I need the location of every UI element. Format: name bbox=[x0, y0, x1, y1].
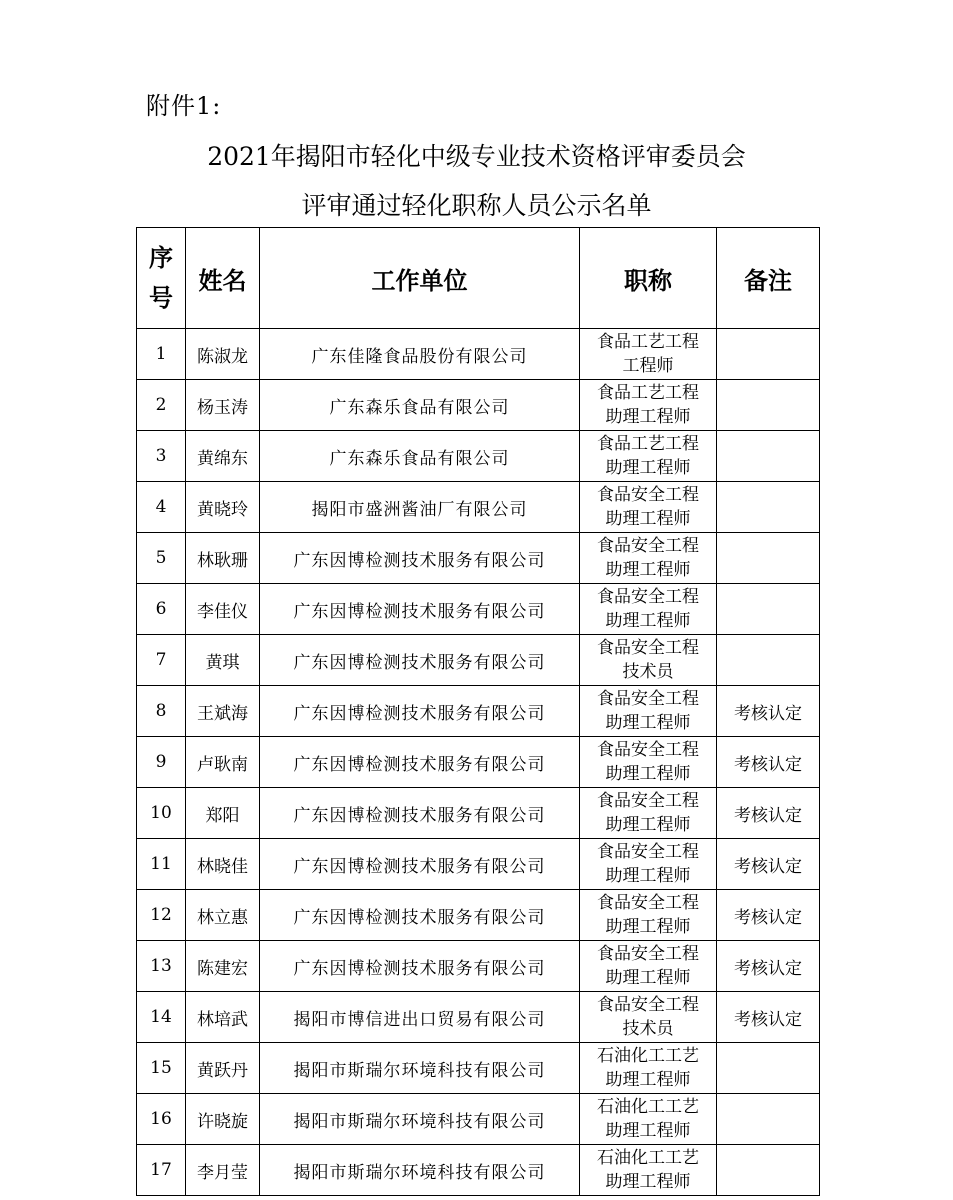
cell-number: 6 bbox=[137, 584, 186, 635]
cell-note: 考核认定 bbox=[717, 890, 820, 941]
table-row bbox=[137, 635, 820, 686]
cell-name: 王斌海 bbox=[186, 686, 260, 737]
table-row bbox=[137, 533, 820, 584]
cell-name: 陈建宏 bbox=[186, 941, 260, 992]
cell-note bbox=[717, 482, 820, 533]
cell-number: 10 bbox=[137, 788, 186, 839]
header-title: 职称 bbox=[580, 228, 717, 329]
cell-note bbox=[717, 380, 820, 431]
cell-unit: 广东森乐食品有限公司 bbox=[260, 431, 580, 482]
cell-number: 12 bbox=[137, 890, 186, 941]
cell-number: 3 bbox=[137, 431, 186, 482]
cell-unit: 揭阳市博信进出口贸易有限公司 bbox=[260, 992, 580, 1043]
cell-title-line1: 食品工艺工程 bbox=[597, 383, 699, 403]
cell-title-line2: 助理工程师 bbox=[605, 764, 691, 784]
cell-title bbox=[580, 533, 717, 584]
table-row bbox=[137, 992, 820, 1043]
cell-title bbox=[580, 839, 717, 890]
cell-number: 17 bbox=[137, 1145, 186, 1196]
cell-title-line2: 助理工程师 bbox=[605, 1070, 691, 1090]
cell-note bbox=[717, 584, 820, 635]
cell-name: 林耿珊 bbox=[186, 533, 260, 584]
cell-unit: 广东因博检测技术服务有限公司 bbox=[260, 788, 580, 839]
cell-title-line2: 助理工程师 bbox=[605, 407, 691, 427]
cell-name: 陈淑龙 bbox=[186, 329, 260, 380]
table-row bbox=[137, 686, 820, 737]
header-number-line1: 序 bbox=[149, 244, 173, 272]
cell-title bbox=[580, 380, 717, 431]
cell-title-line1: 食品安全工程 bbox=[597, 587, 699, 607]
cell-title bbox=[580, 686, 717, 737]
cell-unit: 广东森乐食品有限公司 bbox=[260, 380, 580, 431]
table-row bbox=[137, 482, 820, 533]
cell-name: 黄绵东 bbox=[186, 431, 260, 482]
cell-note bbox=[717, 533, 820, 584]
cell-title bbox=[580, 1043, 717, 1094]
cell-unit: 广东因博检测技术服务有限公司 bbox=[260, 737, 580, 788]
cell-number: 2 bbox=[137, 380, 186, 431]
cell-name: 郑阳 bbox=[186, 788, 260, 839]
cell-note bbox=[717, 1043, 820, 1094]
cell-title-line2: 助理工程师 bbox=[605, 1121, 691, 1141]
cell-title-line1: 食品安全工程 bbox=[597, 485, 699, 505]
cell-name: 李月莹 bbox=[186, 1145, 260, 1196]
header-number bbox=[137, 228, 186, 329]
cell-unit: 揭阳市斯瑞尔环境科技有限公司 bbox=[260, 1145, 580, 1196]
cell-name: 黄晓玲 bbox=[186, 482, 260, 533]
table-row bbox=[137, 941, 820, 992]
cell-note: 考核认定 bbox=[717, 839, 820, 890]
cell-title-line1: 食品安全工程 bbox=[597, 791, 699, 811]
cell-unit: 广东因博检测技术服务有限公司 bbox=[260, 686, 580, 737]
cell-name: 许晓旋 bbox=[186, 1094, 260, 1145]
cell-title-line1: 食品安全工程 bbox=[597, 944, 699, 964]
cell-title bbox=[580, 329, 717, 380]
cell-title-line2: 助理工程师 bbox=[605, 968, 691, 988]
cell-title bbox=[580, 584, 717, 635]
cell-name: 杨玉涛 bbox=[186, 380, 260, 431]
cell-name: 李佳仪 bbox=[186, 584, 260, 635]
cell-note: 考核认定 bbox=[717, 686, 820, 737]
cell-title-line2: 助理工程师 bbox=[605, 560, 691, 580]
cell-unit: 广东因博检测技术服务有限公司 bbox=[260, 941, 580, 992]
table-header-row bbox=[137, 228, 820, 329]
cell-title-line1: 食品安全工程 bbox=[597, 842, 699, 862]
header-number-line2: 号 bbox=[149, 284, 173, 312]
cell-unit: 广东因博检测技术服务有限公司 bbox=[260, 839, 580, 890]
cell-title-line1: 食品安全工程 bbox=[597, 638, 699, 658]
cell-title-line1: 石油化工工艺 bbox=[597, 1097, 699, 1117]
cell-title-line1: 食品安全工程 bbox=[597, 689, 699, 709]
cell-title-line2: 助理工程师 bbox=[605, 1172, 691, 1192]
cell-title bbox=[580, 431, 717, 482]
cell-title-line1: 食品安全工程 bbox=[597, 536, 699, 556]
cell-note bbox=[717, 329, 820, 380]
cell-title-line1: 食品工艺工程 bbox=[597, 434, 699, 454]
attachment-label: 附件1: bbox=[146, 92, 222, 120]
cell-title bbox=[580, 941, 717, 992]
table-row bbox=[137, 1145, 820, 1196]
cell-title-line2: 助理工程师 bbox=[605, 458, 691, 478]
cell-title bbox=[580, 482, 717, 533]
cell-number: 14 bbox=[137, 992, 186, 1043]
cell-number: 11 bbox=[137, 839, 186, 890]
table-row bbox=[137, 737, 820, 788]
table-row bbox=[137, 890, 820, 941]
header-unit: 工作单位 bbox=[260, 228, 580, 329]
table-row bbox=[137, 431, 820, 482]
cell-title bbox=[580, 1145, 717, 1196]
cell-number: 9 bbox=[137, 737, 186, 788]
cell-note bbox=[717, 635, 820, 686]
cell-title bbox=[580, 737, 717, 788]
cell-title-line2: 技术员 bbox=[622, 662, 674, 682]
header-note: 备注 bbox=[717, 228, 820, 329]
document-title-line1: 2021年揭阳市轻化中级专业技术资格评审委员会 bbox=[207, 142, 746, 171]
cell-unit: 广东佳隆食品股份有限公司 bbox=[260, 329, 580, 380]
cell-note bbox=[717, 431, 820, 482]
header-name: 姓名 bbox=[186, 228, 260, 329]
table-row bbox=[137, 584, 820, 635]
cell-note: 考核认定 bbox=[717, 941, 820, 992]
cell-name: 黄琪 bbox=[186, 635, 260, 686]
cell-title bbox=[580, 890, 717, 941]
cell-title-line2: 助理工程师 bbox=[605, 611, 691, 631]
table-row bbox=[137, 788, 820, 839]
cell-note bbox=[717, 1145, 820, 1196]
cell-title-line2: 助理工程师 bbox=[605, 866, 691, 886]
cell-number: 1 bbox=[137, 329, 186, 380]
cell-title-line1: 食品安全工程 bbox=[597, 893, 699, 913]
cell-name: 卢耿南 bbox=[186, 737, 260, 788]
cell-title-line2: 助理工程师 bbox=[605, 509, 691, 529]
cell-unit: 揭阳市斯瑞尔环境科技有限公司 bbox=[260, 1043, 580, 1094]
cell-number: 5 bbox=[137, 533, 186, 584]
cell-note: 考核认定 bbox=[717, 737, 820, 788]
cell-number: 4 bbox=[137, 482, 186, 533]
cell-number: 8 bbox=[137, 686, 186, 737]
cell-title-line2: 助理工程师 bbox=[605, 917, 691, 937]
cell-number: 13 bbox=[137, 941, 186, 992]
cell-unit: 揭阳市盛洲酱油厂有限公司 bbox=[260, 482, 580, 533]
cell-unit: 广东因博检测技术服务有限公司 bbox=[260, 635, 580, 686]
cell-title-line1: 石油化工工艺 bbox=[597, 1046, 699, 1066]
cell-title-line1: 食品安全工程 bbox=[597, 995, 699, 1015]
cell-title bbox=[580, 992, 717, 1043]
roster-body bbox=[137, 329, 820, 1196]
cell-unit: 揭阳市斯瑞尔环境科技有限公司 bbox=[260, 1094, 580, 1145]
cell-name: 林晓佳 bbox=[186, 839, 260, 890]
roster-table bbox=[136, 227, 820, 1196]
cell-title-line2: 技术员 bbox=[622, 1019, 674, 1039]
table-row bbox=[137, 839, 820, 890]
cell-name: 林培武 bbox=[186, 992, 260, 1043]
cell-number: 15 bbox=[137, 1043, 186, 1094]
cell-title bbox=[580, 1094, 717, 1145]
cell-name: 黄跃丹 bbox=[186, 1043, 260, 1094]
table-row bbox=[137, 329, 820, 380]
cell-name: 林立惠 bbox=[186, 890, 260, 941]
cell-note: 考核认定 bbox=[717, 992, 820, 1043]
cell-title-line2: 助理工程师 bbox=[605, 713, 691, 733]
table-row bbox=[137, 1094, 820, 1145]
cell-title-line1: 食品安全工程 bbox=[597, 740, 699, 760]
cell-number: 16 bbox=[137, 1094, 186, 1145]
cell-unit: 广东因博检测技术服务有限公司 bbox=[260, 584, 580, 635]
cell-unit: 广东因博检测技术服务有限公司 bbox=[260, 533, 580, 584]
cell-title bbox=[580, 635, 717, 686]
cell-title-line2: 工程师 bbox=[622, 356, 674, 376]
table-row bbox=[137, 1043, 820, 1094]
cell-note bbox=[717, 1094, 820, 1145]
cell-unit: 广东因博检测技术服务有限公司 bbox=[260, 890, 580, 941]
cell-title-line1: 食品工艺工程 bbox=[597, 332, 699, 352]
cell-note: 考核认定 bbox=[717, 788, 820, 839]
table-row bbox=[137, 380, 820, 431]
cell-title-line2: 助理工程师 bbox=[605, 815, 691, 835]
cell-title-line1: 石油化工工艺 bbox=[597, 1148, 699, 1168]
cell-title bbox=[580, 788, 717, 839]
cell-number: 7 bbox=[137, 635, 186, 686]
document-title-line2: 评审通过轻化职称人员公示名单 bbox=[301, 191, 652, 220]
